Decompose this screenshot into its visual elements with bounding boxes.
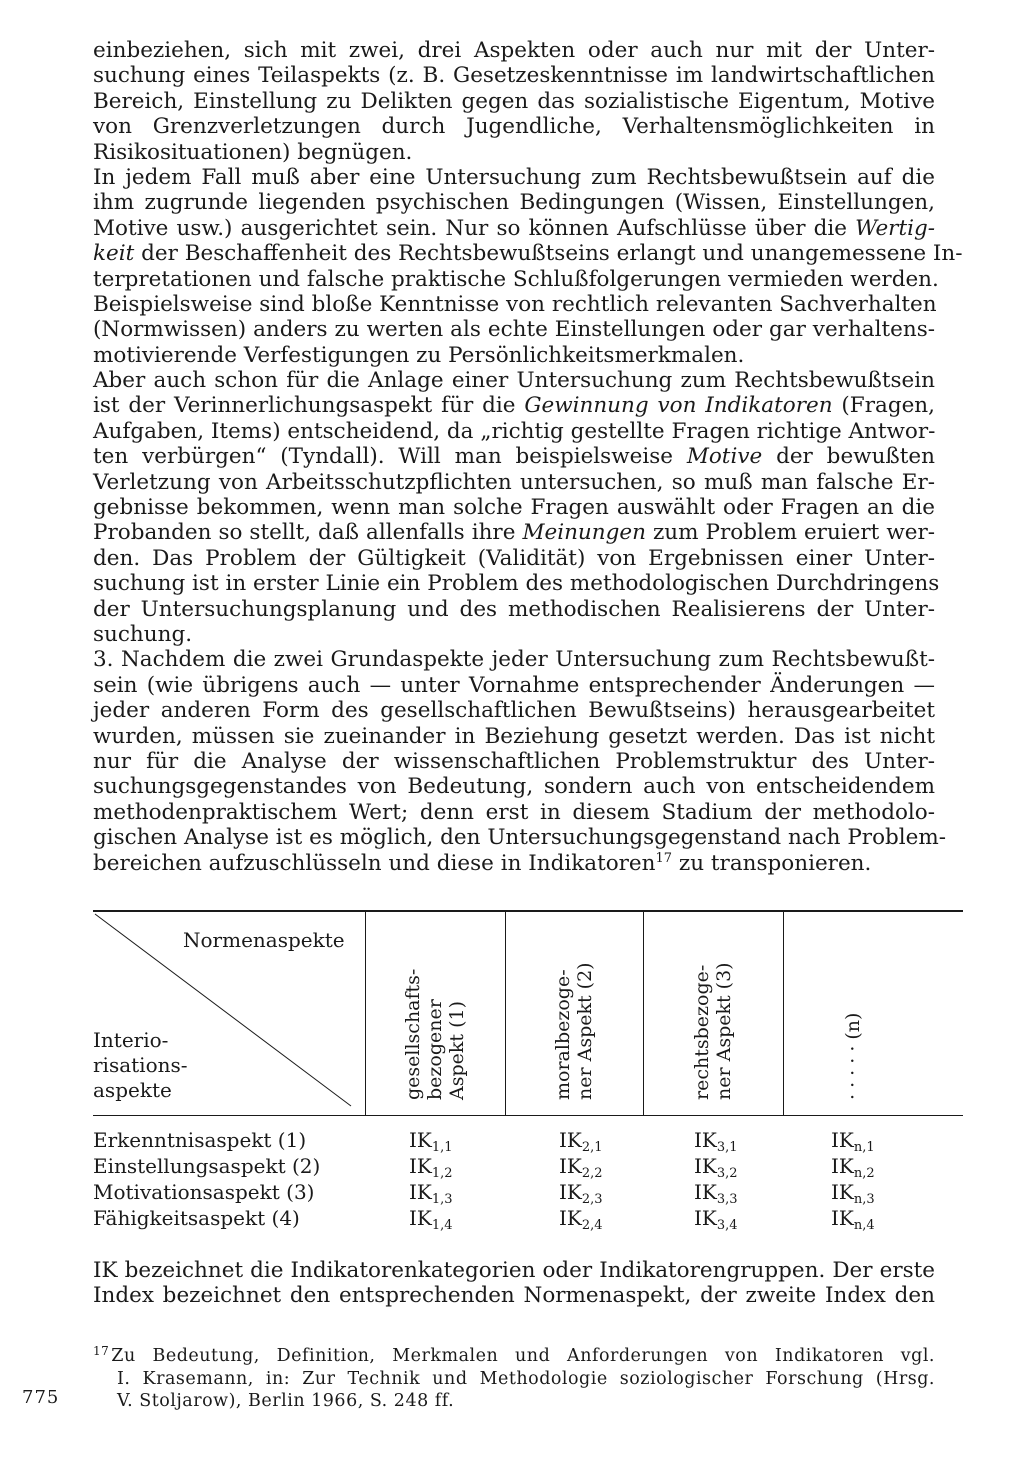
text-run: ten verbürgen“ (Tyndall). Will man beispielsweise	[93, 444, 687, 470]
cell-index: 1,4	[431, 1218, 453, 1233]
column-header-line: ner Aspekt (3)	[713, 962, 735, 1100]
table-cell	[559, 1128, 603, 1155]
text-run: Probanden so stellt, daß allenfalls ihre	[93, 520, 523, 546]
cell-index: 1,3	[431, 1192, 453, 1207]
cell-index: n,2	[853, 1166, 875, 1181]
cell-index: n,4	[853, 1218, 875, 1233]
cell-symbol: IK	[831, 1180, 854, 1204]
row-label: Fähigkeitsaspekt (4)	[93, 1206, 300, 1230]
cell-symbol: IK	[694, 1206, 717, 1230]
cell-symbol: IK	[694, 1128, 717, 1152]
cell-symbol: IK	[694, 1180, 717, 1204]
table-cell	[559, 1154, 603, 1181]
cell-index: 3,1	[716, 1140, 738, 1155]
table-col-divider	[783, 912, 784, 1115]
text-line: In jedem Fall muß aber eine Untersuchung zum Rechtsbewußtsein auf die	[93, 164, 935, 190]
text-run: der bewußten	[762, 444, 935, 470]
cell-index: 3,3	[716, 1192, 738, 1207]
cell-index: 2,3	[581, 1192, 603, 1207]
text-line: der Untersuchungsplanung und des methodischen Realisierens der Unter-	[93, 596, 935, 622]
footnote-text: V. Stoljarow), Berlin 1966, S. 248 ff.	[117, 1391, 455, 1411]
text-line	[93, 851, 935, 876]
table-col-divider	[365, 912, 366, 1115]
corner-label-normenaspekte: Normenaspekte	[183, 928, 345, 952]
column-header-line: · · · · · (n)	[842, 1012, 864, 1100]
emphasis-text: Motive	[686, 444, 763, 470]
text-run: der Beschaffenheit des Rechtsbewußtseins erlangt und unangemessene In-	[134, 241, 963, 267]
text-line: Index bezeichnet den entsprechenden Normenaspekt, der zweite Index den	[93, 1283, 935, 1309]
column-header-line: Aspekt (1)	[446, 1001, 468, 1100]
footnote-number: 17	[93, 1344, 110, 1358]
text-line: IK bezeichnet die Indikatorenkategorien oder Indikatorengruppen. Der erste	[93, 1258, 935, 1283]
cell-symbol: IK	[694, 1154, 717, 1178]
text-line: einbeziehen, sich mit zwei, drei Aspekten oder auch nur mit der Unter-	[93, 38, 935, 63]
text-line: ihm zugrunde liegenden psychischen Bedingungen (Wissen, Einstellungen,	[93, 190, 935, 216]
text-run: zu transponieren.	[672, 850, 872, 876]
text-line: gebnisse bekommen, wenn man solche Fragen auswählt oder Fragen an die	[93, 495, 935, 521]
table-cell	[694, 1206, 738, 1233]
column-header-line: rechtsbezoge-	[691, 964, 713, 1100]
footnote-line	[93, 1390, 935, 1413]
cell-symbol: IK	[831, 1154, 854, 1178]
text-line: motivierende Verfestigungen zu Persönlichkeitsmerkmalen.	[93, 342, 745, 368]
footnote-line	[93, 1345, 935, 1368]
table-col-divider	[505, 912, 506, 1115]
table-cell	[831, 1128, 875, 1155]
row-label: Einstellungsaspekt (2)	[93, 1154, 321, 1178]
cell-symbol: IK	[409, 1180, 432, 1204]
cell-symbol: IK	[559, 1180, 582, 1204]
text-line: von Grenzverletzungen durch Jugendliche, Verhaltensmöglichkeiten in	[93, 114, 935, 140]
text-line: Risikosituationen) begnügen.	[93, 139, 413, 165]
text-run: zum Problem eruiert wer-	[645, 520, 935, 546]
text-line: methodenpraktischem Wert; denn erst in diesem Stadium der methodolo-	[93, 799, 935, 825]
cell-index: n,3	[853, 1192, 875, 1207]
cell-symbol: IK	[409, 1128, 432, 1152]
cell-index: 2,2	[581, 1166, 603, 1181]
cell-symbol: IK	[831, 1128, 854, 1152]
text-line	[93, 241, 963, 267]
text-line: sein (wie übrigens auch — unter Vornahme entsprechender Änderungen —	[93, 672, 935, 698]
column-header-2	[552, 962, 596, 1100]
corner-label-line: Interio-	[93, 1028, 169, 1052]
cell-symbol: IK	[559, 1206, 582, 1230]
row-label: Motivationsaspekt (3)	[93, 1180, 315, 1204]
table-cell	[694, 1128, 738, 1155]
corner-label-line: aspekte	[93, 1078, 172, 1102]
column-header-3	[691, 962, 735, 1100]
table-col-divider	[643, 912, 644, 1115]
table-cell	[831, 1180, 875, 1207]
text-line: Aufgaben, Items) entscheidend, da „richtig gestellte Fragen richtige Antwor-	[93, 418, 936, 444]
table-header-rule	[93, 1115, 963, 1116]
cell-symbol: IK	[559, 1128, 582, 1152]
text-line	[93, 444, 935, 469]
text-line: Aber auch schon für die Anlage einer Untersuchung zum Rechtsbewußtsein	[93, 368, 935, 394]
cell-symbol: IK	[831, 1206, 854, 1230]
text-line: Verletzung von Arbeitsschutzpflichten untersuchen, so muß man falsche Er-	[93, 469, 935, 495]
text-line: (Normwissen) anders zu werten als echte Einstellungen oder gar verhaltens-	[93, 317, 935, 343]
emphasis-text: Meinungen	[522, 520, 646, 546]
cell-index: 1,1	[431, 1140, 453, 1155]
text-line: Beispielsweise sind bloße Kenntnisse von rechtlich relevanten Sachverhalten	[93, 291, 937, 317]
text-run: (Fragen,	[832, 393, 935, 419]
body-text	[93, 38, 963, 876]
footnote-reference[interactable]: 17	[655, 850, 673, 866]
footnote-text: Zu Bedeutung, Definition, Merkmalen und Anforderungen von Indikatoren vgl.	[111, 1346, 935, 1366]
column-header-4	[842, 1013, 864, 1100]
text-line: terpretationen und falsche praktische Schlußfolgerungen vermieden werden.	[93, 266, 939, 292]
table-cell	[559, 1180, 603, 1207]
text-line: wurden, müssen sie zueinander in Beziehung gesetzt werden. Das ist nicht	[93, 723, 935, 749]
cell-symbol: IK	[559, 1154, 582, 1178]
cell-symbol: IK	[409, 1206, 432, 1230]
table-cell	[409, 1154, 453, 1181]
column-header-line: bezogener	[424, 999, 446, 1100]
text-run: ist der Verinnerlichungsaspekt für die	[93, 393, 525, 419]
table-cell	[409, 1206, 453, 1233]
indicator-table	[93, 910, 963, 1240]
page-number: 775	[22, 1387, 60, 1408]
text-line: den. Das Problem der Gültigkeit (Validität) von Ergebnissen einer Unter-	[93, 545, 935, 571]
text-line: suchung.	[93, 621, 193, 647]
footnote-17	[93, 1345, 935, 1413]
row-label: Erkenntnisaspekt (1)	[93, 1128, 307, 1152]
text-line: Bereich, Einstellung zu Delikten gegen das sozialistische Eigentum, Motive	[93, 88, 935, 114]
cell-index: 2,4	[581, 1218, 603, 1233]
text-line: suchung ist in erster Linie ein Problem des methodologischen Durchdringens	[93, 571, 940, 597]
table-cell	[409, 1128, 453, 1155]
text-run: Motive usw.) ausgerichtet sein. Nur so können Aufschlüsse über die	[93, 215, 856, 241]
column-header-line: ner Aspekt (2)	[574, 962, 596, 1100]
cell-index: 1,2	[431, 1166, 453, 1181]
cell-index: 3,2	[716, 1166, 738, 1181]
cell-symbol: IK	[409, 1154, 432, 1178]
corner-label-interiorisationsaspekte	[93, 1028, 188, 1103]
footnote-text: I. Krasemann, in: Zur Technik und Methodologie soziologischer Forschung (Hrsg.	[117, 1368, 935, 1389]
table-cell	[409, 1180, 453, 1207]
footnote-line	[93, 1368, 935, 1391]
body-text-continued	[93, 1258, 935, 1309]
table-cell	[559, 1206, 603, 1233]
text-line: suchungsgegenstandes von Bedeutung, sondern auch von entscheidendem	[93, 774, 935, 800]
cell-index: 2,1	[581, 1140, 603, 1155]
column-header-1	[402, 969, 468, 1100]
text-line: jeder anderen Form des gesellschaftlichen Bewußtseins) herausgearbeitet	[93, 698, 935, 724]
text-run: bereichen aufzuschlüsseln und diese in Indikatoren	[93, 850, 656, 876]
table-cell	[694, 1180, 738, 1207]
text-line	[93, 393, 935, 418]
table-cell	[831, 1154, 875, 1181]
table-cell	[831, 1206, 875, 1233]
text-line	[93, 216, 935, 241]
column-header-line: gesellschafts-	[402, 968, 424, 1100]
text-line	[93, 520, 935, 545]
corner-label-line: risations-	[93, 1053, 188, 1077]
cell-index: 3,4	[716, 1218, 738, 1233]
text-line: 3. Nachdem die zwei Grundaspekte jeder Untersuchung zum Rechtsbewußt-	[93, 647, 935, 673]
text-line: gischen Analyse ist es möglich, den Untersuchungsgegenstand nach Problem-	[93, 825, 947, 851]
emphasis-text: keit	[93, 241, 135, 267]
column-header-line: moralbezoge-	[552, 969, 574, 1100]
text-line: nur für die Analyse der wissenschaftlichen Problemstruktur des Unter-	[93, 748, 935, 774]
emphasis-text: Gewinnung von Indikatoren	[524, 393, 833, 419]
text-line: suchung eines Teilaspekts (z. B. Gesetzeskenntnisse im landwirtschaftlichen	[93, 63, 935, 89]
table-cell	[694, 1154, 738, 1181]
emphasis-text: Wertig-	[855, 215, 935, 241]
cell-index: n,1	[853, 1140, 875, 1155]
